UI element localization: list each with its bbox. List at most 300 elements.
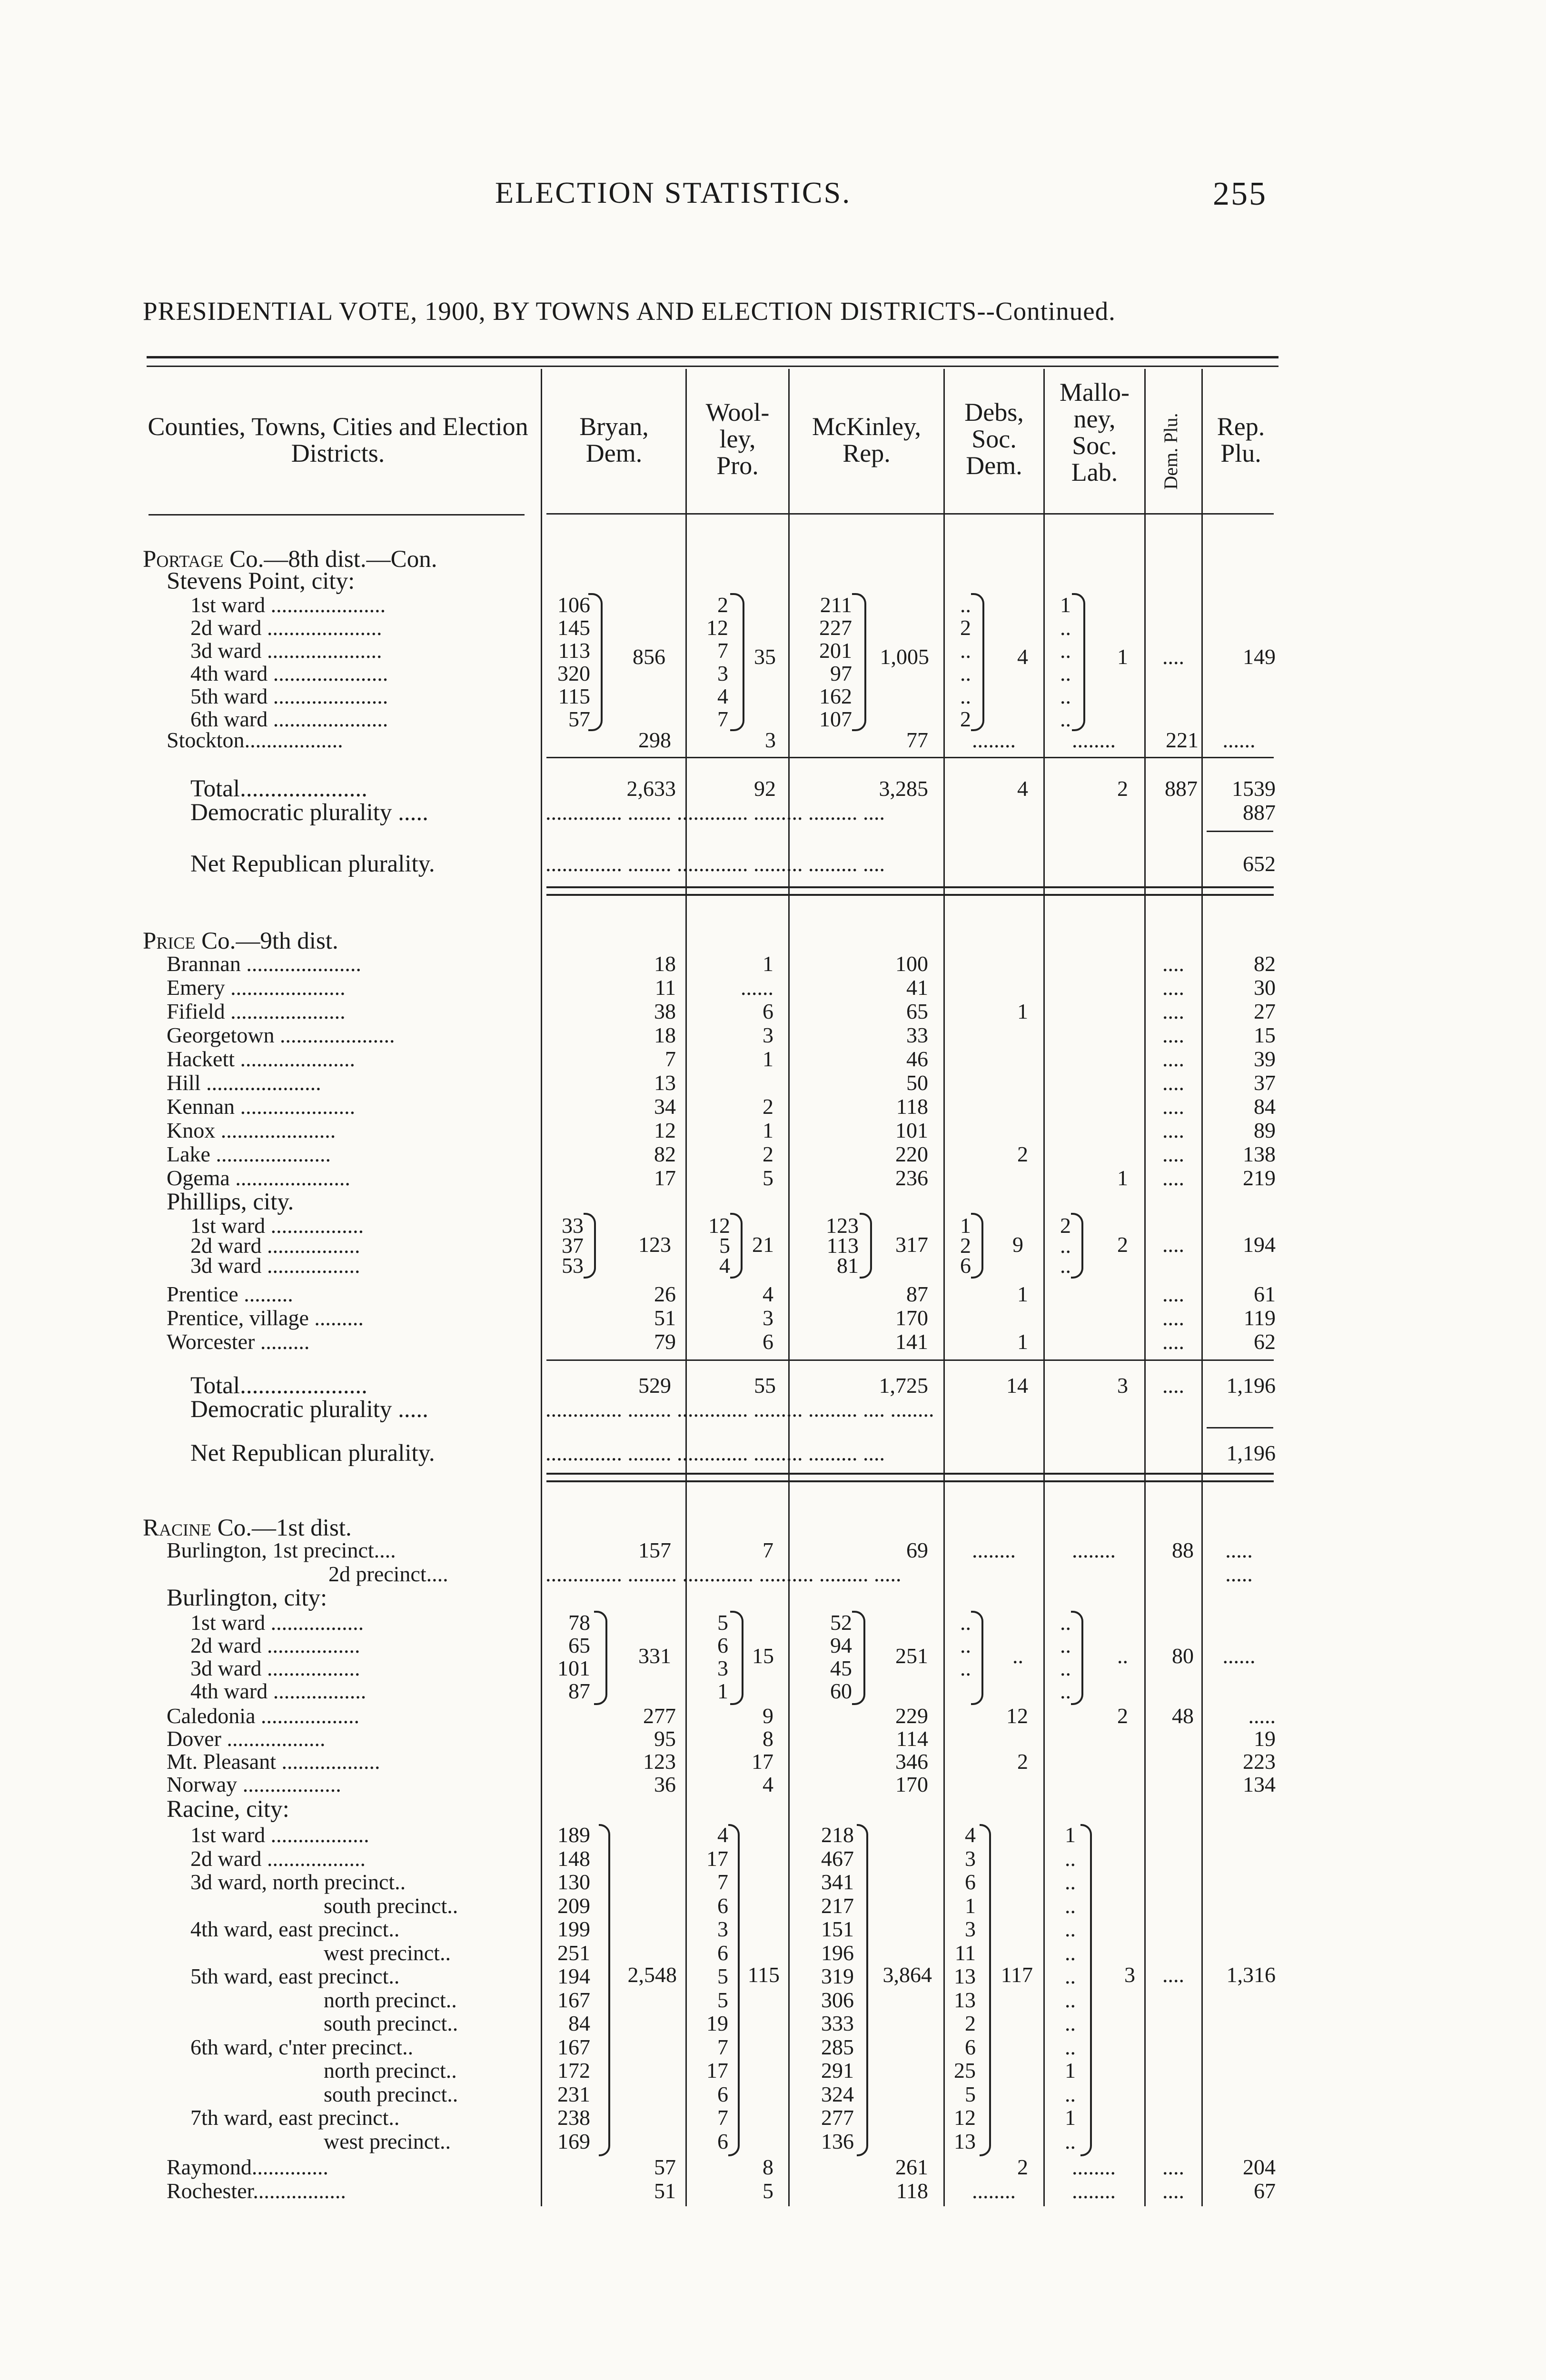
malloney-cell: .. [1065, 1893, 1076, 1918]
bryan-cell: 251 [557, 1940, 590, 1965]
woolley-cell: 1 [763, 952, 773, 976]
debs-cell: 3 [965, 1846, 976, 1871]
debs-cell: 2 [965, 2011, 976, 2035]
bryan-cell: 169 [557, 2129, 590, 2153]
malloney-line: Soc. [1072, 431, 1117, 460]
debs-cell: 6 [960, 1253, 971, 1278]
woolley-line: Wool- [705, 398, 770, 426]
county-district: Co.—1st dist. [211, 1515, 352, 1541]
row-label [190, 2106, 399, 2130]
mckinley-cell: 50 [906, 1071, 928, 1095]
debs-cell: .. [960, 684, 971, 708]
debs-cell: 6 [965, 1870, 976, 1894]
rep-cell: 84 [1254, 1094, 1276, 1119]
dem-total: 887 [1165, 776, 1198, 801]
mckinley-line: McKinley, [812, 412, 921, 441]
malloney-cell: .. [1060, 1633, 1071, 1657]
dem-plur-text: Democratic plurality [190, 799, 392, 826]
bryan-cell: 189 [557, 1823, 590, 1847]
bryan-total: 529 [638, 1373, 671, 1398]
row-label-text: 3d ward [190, 1253, 262, 1278]
dem-total: .... [1162, 1373, 1184, 1398]
row-label-text: Emery [167, 975, 225, 1000]
rep-cell: 19 [1254, 1726, 1276, 1751]
woolley-cell: 17 [752, 1749, 773, 1774]
bryan-cell: 101 [557, 1656, 590, 1680]
malloney-cell: 1 [1117, 1166, 1128, 1190]
bryan-cell: 12 [654, 1118, 676, 1142]
malloney-cell: .. [1065, 1917, 1076, 1941]
section-rule [546, 894, 1274, 896]
row-label [324, 2082, 458, 2106]
row-label: Emery ..................... [167, 975, 346, 1000]
row-label-text: Dover [167, 1726, 221, 1751]
row-label-text: 2d ward [190, 1233, 262, 1258]
mckinley-cell: 97 [830, 661, 852, 685]
row-label: Ogema ..................... [167, 1166, 350, 1190]
dem-dots: .... [1162, 1329, 1184, 1354]
mckinley-cell: 81 [837, 1253, 859, 1278]
malloney-cell: .. [1065, 2034, 1076, 2059]
row-label-text: 4th ward, east precinct.. [190, 1917, 400, 1941]
woolley-cell: 7 [717, 1870, 728, 1894]
woolley-cell: 4 [763, 1772, 773, 1796]
woolley-cell: 1 [763, 1047, 773, 1071]
debs-cell: 2 [1017, 1749, 1028, 1774]
row-label [190, 1917, 399, 1941]
malloney-cell: .. [1065, 2082, 1076, 2106]
col-header-mckinley [790, 413, 943, 466]
debs-total: 4 [1017, 776, 1028, 801]
row-label-text: south precinct.. [324, 2011, 458, 2035]
dem-dots: .... [1162, 1118, 1184, 1142]
dem-dots: .... [1162, 999, 1184, 1023]
woolley-cell: 6 [763, 1329, 773, 1354]
woolley-subtotal: 115 [747, 1963, 780, 1987]
row-label: Hackett ..................... [167, 1047, 356, 1071]
brace [588, 593, 603, 731]
bryan-cell: 298 [638, 728, 671, 752]
rep-cell: 204 [1243, 2155, 1276, 2179]
row-label-text: west precinct.. [324, 1940, 451, 1965]
row-label-text: west precinct.. [324, 2129, 451, 2153]
row-label-text: 1st ward [190, 1823, 266, 1847]
row-label-text: 4th ward [190, 661, 268, 685]
sum-rule [546, 757, 1274, 758]
woolley-cell: 1 [717, 1679, 728, 1703]
brace [728, 1824, 740, 2156]
debs-total: 14 [1006, 1373, 1028, 1398]
malloney-cell: .. [1060, 707, 1071, 731]
woolley-cell: 2 [717, 593, 728, 617]
bryan-cell: 95 [654, 1726, 676, 1751]
woolley-cell: 17 [706, 1846, 728, 1871]
malloney-cell: .. [1060, 1679, 1071, 1703]
bryan-cell: 87 [568, 1679, 590, 1703]
debs-subtotal: 9 [1012, 1232, 1023, 1257]
bryan-cell: 148 [557, 1846, 590, 1871]
malloney-cell: .. [1060, 661, 1071, 685]
bryan-total: 2,633 [626, 776, 676, 801]
debs-cell: .. [960, 1633, 971, 1657]
row-label: Worcester ......... [167, 1329, 310, 1354]
dem-dots: .... [1162, 1282, 1184, 1306]
bryan-cell: 18 [654, 952, 676, 976]
rep-cell: 223 [1243, 1749, 1276, 1774]
top-rule-2 [147, 366, 1278, 367]
bryan-cell: 209 [557, 1893, 590, 1918]
row-label: Dover .................. [167, 1726, 326, 1751]
col-header-debs [945, 399, 1043, 479]
row-label-text: south precinct.. [324, 2082, 458, 2106]
col-header-bryan [543, 413, 685, 466]
row-label-text: Norway [167, 1772, 238, 1796]
col-header-woolley [687, 399, 788, 479]
total-text: Total [190, 775, 240, 802]
mckinley-cell: 229 [895, 1704, 928, 1728]
row-label-text: 5th ward [190, 684, 268, 708]
row-label-text: Knox [167, 1118, 216, 1142]
page-number: 255 [1213, 176, 1267, 212]
row-label: Hill ..................... [167, 1071, 321, 1095]
row-label-text: Prentice, village [167, 1306, 309, 1330]
total-label: Total..................... [190, 1372, 367, 1399]
city-label: Racine, city: [167, 1796, 289, 1823]
woolley-cell: 6 [717, 1940, 728, 1965]
rep-cell: 61 [1254, 1282, 1276, 1306]
dem-dots: .... [1162, 952, 1184, 976]
mckinley-cell: 46 [906, 1047, 928, 1071]
woolley-cell: 2 [763, 1094, 773, 1119]
bryan-cell: 123 [643, 1749, 676, 1774]
row-label-text: south precinct.. [324, 1893, 458, 1918]
debs-subtotal: 117 [1001, 1963, 1033, 1987]
rep-cell: 887 [1243, 800, 1276, 824]
malloney-line: ney, [1073, 405, 1116, 433]
debs-cell: 13 [954, 2129, 976, 2153]
mckinley-cell: 285 [821, 2034, 854, 2059]
debs-cell: 5 [965, 2082, 976, 2106]
dem-dots: .... [1162, 2155, 1184, 2179]
bryan-subtotal: 856 [633, 645, 665, 669]
dem-dots: .... [1162, 1047, 1184, 1071]
brace [980, 1824, 991, 2156]
bryan-cell: 157 [638, 1538, 671, 1562]
woolley-cell: 17 [706, 2058, 728, 2082]
row-label [324, 1941, 451, 1965]
mckinley-cell: 87 [906, 1282, 928, 1306]
mckinley-cell: 220 [895, 1142, 928, 1166]
malloney-subtotal: 1 [1117, 645, 1128, 669]
bryan-cell: 167 [557, 2034, 590, 2059]
header-rule [546, 513, 1274, 515]
rep-cell: 219 [1243, 1166, 1276, 1190]
county-name: Racine [143, 1515, 212, 1541]
malloney-cell: 1 [1065, 2105, 1076, 2130]
county-name: Portage [143, 546, 224, 573]
row-label-text: Hackett [167, 1047, 235, 1071]
woolley-cell: 7 [763, 1538, 773, 1562]
net-text: Net Republican plurality [190, 1440, 429, 1467]
debs-cell: 3 [965, 1917, 976, 1941]
row-label-text: Prentice [167, 1282, 238, 1306]
sum-rule [1207, 831, 1273, 832]
dem-plurality: 88 [1172, 1538, 1194, 1562]
mckinley-subtotal: 1,005 [880, 645, 929, 669]
row-label-text: 3d ward [190, 1656, 262, 1680]
rep-plurality: ...... [1222, 728, 1256, 752]
bryan-subtotal: 331 [638, 1644, 671, 1668]
mckinley-cell: 277 [821, 2105, 854, 2130]
woolley-cell: ...... [741, 975, 773, 1000]
rep-plurality: ..... [1225, 1562, 1253, 1586]
county-heading-racine [143, 1516, 352, 1540]
malloney-line: Mallo- [1060, 378, 1130, 407]
rep-plurality: 1,316 [1226, 1963, 1276, 1987]
debs-cell: 13 [954, 1987, 976, 2012]
woolley-cell: 4 [717, 1823, 728, 1847]
row-label-text: Hill [167, 1071, 201, 1095]
bryan-cell: 51 [654, 1306, 676, 1330]
row-label-text: 1st ward [190, 1610, 266, 1635]
row-label: 3d ward ................. [190, 1253, 360, 1278]
mckinley-cell: 211 [820, 593, 852, 617]
rep-plurality: 149 [1243, 645, 1276, 669]
bryan-cell: 320 [557, 661, 590, 685]
mckinley-cell: 136 [821, 2129, 854, 2153]
row-label: 3d ward ..................... [190, 638, 382, 663]
woolley-cell: 3 [763, 1306, 773, 1330]
malloney-cell: .. [1065, 2011, 1076, 2035]
mckinley-cell: 341 [821, 1870, 854, 1894]
sum-rule [546, 1359, 1274, 1361]
dem-dots: .... [1162, 1306, 1184, 1330]
row-label: Lake ..................... [167, 1142, 331, 1166]
col-rule [1201, 369, 1203, 2206]
mckinley-cell: 346 [895, 1749, 928, 1774]
woolley-cell: 5 [763, 2179, 773, 2203]
net-text: Net Republican plurality [190, 851, 429, 877]
mckinley-total: 1,725 [879, 1373, 928, 1398]
mckinley-cell: 333 [821, 2011, 854, 2035]
row-label: Brannan ..................... [167, 952, 361, 976]
dem-plur-text: Democratic plurality [190, 1396, 392, 1423]
dots-row: .............. ........ ............. ......... ......... .... [545, 852, 885, 876]
rep-cell: 82 [1254, 952, 1276, 976]
row-label: Norway .................. [167, 1772, 341, 1796]
net-rep-label: Net Republican plurality. [190, 1440, 435, 1467]
malloney-cell: .. [1065, 1987, 1076, 2012]
mckinley-cell: 94 [830, 1633, 852, 1657]
debs-cell: 2 [1017, 2155, 1028, 2179]
rep-cell: 138 [1243, 1142, 1276, 1166]
malloney-cell: 2 [1060, 1213, 1071, 1238]
debs-cell: 11 [954, 1940, 976, 1965]
debs-subtotal: 4 [1017, 645, 1028, 669]
mckinley-subtotal: 317 [895, 1232, 928, 1257]
debs-cell: 25 [954, 2058, 976, 2082]
bryan-cell: 33 [562, 1213, 584, 1238]
rep-plurality: 194 [1243, 1232, 1276, 1257]
mckinley-line: Rep. [842, 439, 891, 467]
debs-dots: ........ [972, 1538, 1016, 1562]
woolley-cell: 1 [763, 1118, 773, 1142]
rep-cell: 89 [1254, 1118, 1276, 1142]
debs-cell: 1 [1017, 999, 1028, 1023]
dem-dots: .... [1162, 1166, 1184, 1190]
malloney-cell: .. [1060, 1253, 1071, 1278]
dem-dots: .... [1162, 1071, 1184, 1095]
total-label: Total..................... [190, 775, 367, 802]
brace [971, 593, 984, 731]
brace [860, 1213, 872, 1279]
woolley-cell: 9 [763, 1704, 773, 1728]
woolley-cell: 3 [717, 1656, 728, 1680]
brace [584, 1213, 596, 1279]
col-rule [788, 369, 790, 2206]
row-label: Stockton.................. [167, 728, 343, 752]
debs-cell: 12 [954, 2105, 976, 2130]
mckinley-cell: 261 [895, 2155, 928, 2179]
dem-dots: .... [1162, 1094, 1184, 1119]
dem-plurality: .... [1162, 1963, 1184, 1987]
row-label: Raymond.............. [167, 2155, 328, 2179]
rep-cell: 15 [1254, 1023, 1276, 1047]
woolley-cell: 6 [717, 2129, 728, 2153]
row-label: 2d ward ................. [190, 1633, 360, 1657]
bryan-cell: 11 [654, 975, 676, 1000]
malloney-cell: 1 [1065, 1823, 1076, 1847]
row-label-text: Georgetown [167, 1023, 275, 1047]
debs-cell: .. [960, 593, 971, 617]
row-label: 4th ward ..................... [190, 661, 388, 685]
debs-subtotal: .. [1012, 1644, 1023, 1668]
dem-plurality-label: Democratic plurality ..... [190, 799, 428, 826]
row-label-text: 7th ward, east precinct.. [190, 2105, 400, 2130]
row-label-text: north precinct.. [324, 1987, 457, 2012]
malloney-cell: .. [1065, 1870, 1076, 1894]
malloney-dots: ........ [1072, 728, 1116, 752]
row-label-text: Lake [167, 1142, 210, 1166]
mckinley-cell: 100 [895, 952, 928, 976]
woolley-cell: 3 [763, 1023, 773, 1047]
debs-line: Dem. [966, 451, 1022, 480]
mckinley-cell: 141 [895, 1329, 928, 1354]
brace [599, 1824, 610, 2156]
bryan-cell: 145 [557, 615, 590, 640]
woolley-cell: 5 [719, 1233, 730, 1258]
mckinley-cell: 118 [896, 1094, 928, 1119]
raymond-label: Raymond [167, 2155, 252, 2179]
bryan-cell: 53 [562, 1253, 584, 1278]
debs-line: Soc. [971, 425, 1017, 453]
bryan-cell: 7 [665, 1047, 676, 1071]
row-label: 2d ward ................. [190, 1233, 360, 1258]
dem-dots: .... [1162, 1023, 1184, 1047]
debs-dots: ........ [972, 2179, 1016, 2203]
row-label: 6th ward ..................... [190, 707, 388, 731]
mckinley-total: 3,285 [879, 776, 928, 801]
woolley-cell: 6 [717, 2082, 728, 2106]
mckinley-cell: 33 [906, 1023, 928, 1047]
mckinley-cell: 306 [821, 1987, 854, 2012]
woolley-cell: 2 [763, 1142, 773, 1166]
page-title: ELECTION STATISTICS. [495, 176, 852, 209]
malloney-cell: .. [1060, 638, 1071, 663]
county-name: Price [143, 928, 196, 954]
rep-cell: ..... [1248, 1704, 1276, 1728]
woolley-cell: 4 [763, 1282, 773, 1306]
bryan-cell: 65 [568, 1633, 590, 1657]
col-header-rep-plu [1203, 413, 1279, 466]
dem-plurality: .... [1162, 1232, 1184, 1257]
debs-cell: .. [960, 638, 971, 663]
col-rule [685, 369, 687, 2206]
rep-cell: 67 [1254, 2179, 1276, 2203]
dem-dots: .... [1162, 2179, 1184, 2203]
debs-cell: 2 [1017, 1142, 1028, 1166]
malloney-total: 3 [1117, 1373, 1128, 1398]
debs-line: Debs, [964, 398, 1024, 426]
bryan-cell: 194 [557, 1964, 590, 1988]
row-label: 4th ward ................. [190, 1679, 367, 1703]
brace [971, 1213, 983, 1279]
malloney-cell: 1 [1060, 593, 1071, 617]
woolley-cell: 19 [706, 2011, 728, 2035]
dots-row: .............. ........ ............. ......... ......... .... ........ [545, 1397, 934, 1421]
woolley-cell: 5 [763, 1166, 773, 1190]
debs-cell: 1 [1017, 1282, 1028, 1306]
bryan-cell: 115 [558, 684, 590, 708]
mckinley-cell: 118 [896, 2179, 928, 2203]
woolley-cell: 3 [765, 728, 776, 752]
rep-plurality: ..... [1225, 1538, 1253, 1562]
row-label: Georgetown ..................... [167, 1023, 395, 1047]
rep-cell: 37 [1254, 1071, 1276, 1095]
sum-rule [1207, 1427, 1273, 1428]
woolley-cell: 8 [763, 2155, 773, 2179]
woolley-cell: 6 [763, 999, 773, 1023]
row-label: 1st ward ................. [190, 1610, 364, 1635]
bryan-subtotal: 123 [638, 1232, 671, 1257]
woolley-cell: 5 [717, 1610, 728, 1635]
bryan-line: Bryan, [579, 412, 649, 441]
mckinley-cell: 236 [895, 1166, 928, 1190]
bryan-cell: 106 [557, 593, 590, 617]
mckinley-subtotal: 251 [895, 1644, 928, 1668]
mckinley-cell: 45 [830, 1656, 852, 1680]
mckinley-cell: 65 [906, 999, 928, 1023]
stockton-label: Stockton [167, 728, 245, 752]
mckinley-cell: 107 [819, 707, 852, 731]
row-label-text: 3d ward, north precinct.. [190, 1870, 406, 1894]
brace [1080, 1824, 1092, 2156]
row-label: 1st ward ................. [190, 1213, 364, 1238]
top-rule [147, 356, 1278, 358]
col-header-malloney [1045, 379, 1144, 486]
woolley-total: 92 [754, 776, 776, 801]
row-label: Caledonia .................. [167, 1704, 359, 1728]
rep-cell: 39 [1254, 1047, 1276, 1071]
bryan-cell: 277 [643, 1704, 676, 1728]
malloney-cell: .. [1060, 615, 1071, 640]
row-label-text: 5th ward, east precinct.. [190, 1964, 400, 1988]
woolley-cell: 12 [708, 1213, 730, 1238]
bryan-cell: 57 [568, 707, 590, 731]
row-label-text: 2d ward [190, 615, 262, 640]
woolley-subtotal: 35 [754, 645, 776, 669]
mckinley-cell: 77 [906, 728, 928, 752]
